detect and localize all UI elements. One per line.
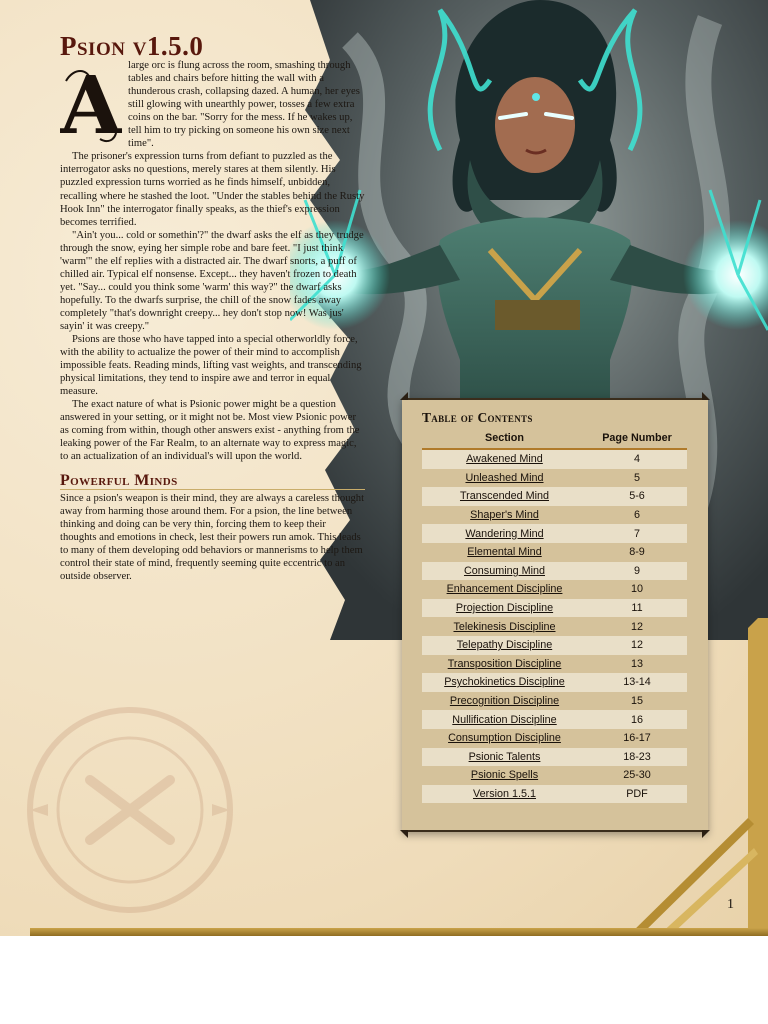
toc-page: 4 [587,449,687,469]
intro-paragraph: large orc is flung across the room, smashing through tables and chairs before hitting the wall with a thunderous crash, collapsing dazed. A human, her eyes still glowing with unearthly power, tosses a few extra coins on the bar. "Sorry for the mess. If he wakes up, tell him to try picking on someone his own size next time". [128,60,360,150]
toc-page: 13-14 [587,673,687,692]
page-number: 1 [727,897,734,912]
toc-link[interactable]: Version 1.5.1 [422,785,587,804]
paragraph-psions: Psions are those who have tapped into a special otherworldly force, with the ability to actualize the power of their mind to accomplish impossible feats. Reading minds, lifting vast weights, and transcending physical limitations, they tend to inspire awe and terror in equal measure. [60,334,362,398]
toc-page: 7 [587,524,687,543]
paragraph-prisoner: The prisoner's expression turns from defiant to puzzled as the interrogator asks no questions, merely stares at them silently. His puzzled expression turns worried as he finds himself, unbidden, recalling where he stashed the loot. "Under the stables behind the Rusty Hook Inn" the interrogator finally speaks, as the thief's expression becomes terrified. [60,151,365,228]
table-row [422,506,687,525]
toc-link[interactable]: Precognition Discipline [422,692,587,711]
paragraph-powerful-minds: Since a psion's weapon is their mind, they are always a careless thought away from harming those around them. For a psion, the line between thinking and doing can be very thin, forcing them to keep their thoughts and emotions in check, lest their powers run amok. This leads to many of them developing odd behaviors or mannerisms to help them control their state of mind, frequently seeming quite eccentric to an outside observer. [60,492,365,582]
homebrew-seal-icon [0,700,280,920]
toc-page: 18-23 [587,748,687,767]
toc-link[interactable]: Elemental Mind [422,543,587,562]
drop-cap-letter: A [60,61,122,148]
toc-link[interactable]: Consuming Mind [422,562,587,581]
toc-link[interactable]: Nullification Discipline [422,710,587,729]
toc-link[interactable]: Telekinesis Discipline [422,617,587,636]
table-row [422,562,687,581]
toc-page: 10 [587,580,687,599]
toc-link[interactable]: Transcended Mind [422,487,587,506]
toc-page: PDF [587,785,687,804]
table-row [422,599,687,618]
toc-link[interactable]: Enhancement Discipline [422,580,587,599]
toc-link[interactable]: Telepathy Discipline [422,636,587,655]
toc-page: 8-9 [587,543,687,562]
table-row [422,469,687,488]
toc-link[interactable]: Awakened Mind [422,449,587,469]
table-row [422,487,687,506]
toc-page: 25-30 [587,766,687,785]
page-gap [0,936,768,1024]
paragraph-dwarf: "Ain't you... cold or somethin'?" the dwarf asks the elf as they trudge through the snow, eying her simple robe and bare feet. "I just think 'warm'" the elf replies with a distracted air. The dwarf snorts, a puff of chilled air. Typical elf nonsense. Except... they haven't frozen to death yet. "Say... could you think some 'warm' this way?" the dwarf asks hopefully. To the dwarfs surprise, the chill of the snow fades away completely "that's downright creepy... hey don't stop now! Was jus' sayin' it was creepy." [60,229,364,332]
footer-gold-bar [30,928,768,936]
toc-page: 15 [587,692,687,711]
toc-link[interactable]: Unleashed Mind [422,469,587,488]
toc-page: 5-6 [587,487,687,506]
page-title: Psion v1.5.0 [60,31,204,61]
toc-link[interactable]: Transposition Discipline [422,655,587,674]
toc-link[interactable]: Projection Discipline [422,599,587,618]
table-row [422,449,687,469]
toc-page: 5 [587,469,687,488]
toc-header-section: Section [422,428,587,449]
toc-page: 12 [587,636,687,655]
main-text-column [60,31,365,583]
section-heading-powerful-minds: Powerful Minds [60,474,365,490]
ornate-letter-a-icon [60,61,122,147]
table-row [422,543,687,562]
table-row [422,580,687,599]
toc-header-page: Page Number [587,428,687,449]
toc-link[interactable]: Psionic Spells [422,766,587,785]
toc-page: 11 [587,599,687,618]
gold-corner-trim [628,618,768,936]
toc-link[interactable]: Psychokinetics Discipline [422,673,587,692]
paragraph-nature: The exact nature of what is Psionic power might be a question answered in your setting, or it might not be. Most view Psionic power as coming from within, though other answers exist - anything from the leaking power of the Far Realm, to an alternate way to express magic, to an actualization of an individual's will upon the world. [60,399,360,463]
toc-title: Table of Contents [422,410,533,425]
toc-page: 16 [587,710,687,729]
toc-page: 13 [587,655,687,674]
toc-page: 12 [587,617,687,636]
toc-link[interactable]: Shaper's Mind [422,506,587,525]
toc-page: 6 [587,506,687,525]
toc-link[interactable]: Wandering Mind [422,524,587,543]
toc-link[interactable]: Psionic Talents [422,748,587,767]
toc-link[interactable]: Consumption Discipline [422,729,587,748]
table-row [422,524,687,543]
toc-page: 16-17 [587,729,687,748]
toc-page: 9 [587,562,687,581]
